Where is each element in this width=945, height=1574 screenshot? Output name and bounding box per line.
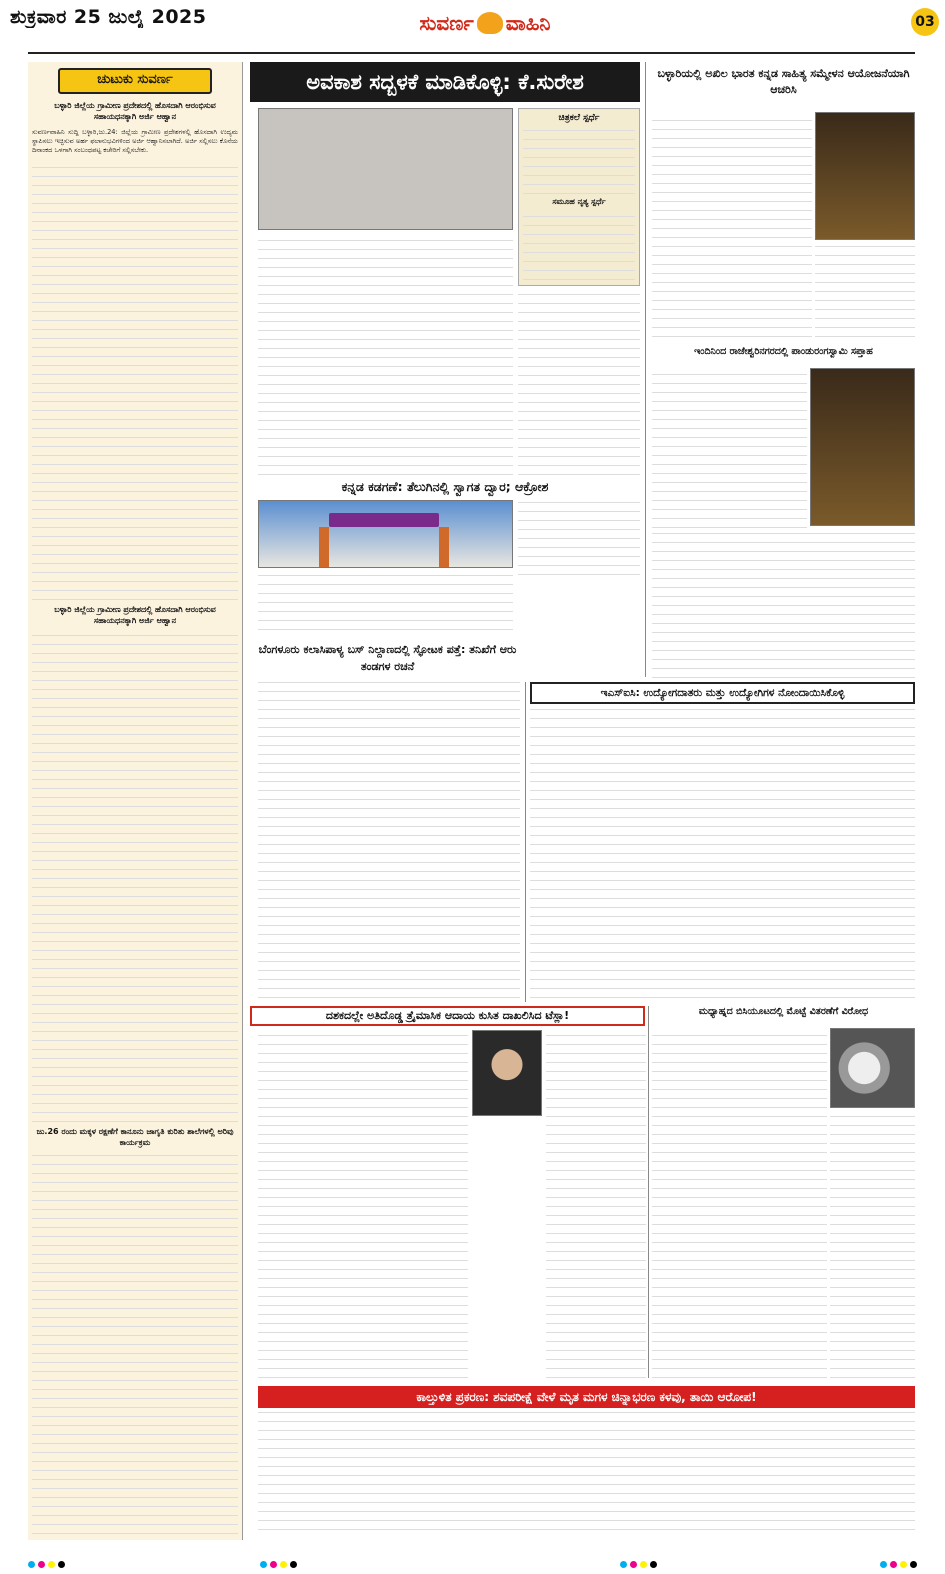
- masthead-logo-icon: [477, 12, 503, 34]
- dance-title: ಸಮೂಹ ನೃತ್ಯ ಸ್ಪರ್ಧೆ: [552, 197, 606, 206]
- explosive-body: [258, 680, 520, 998]
- contest-title: ಚಿತ್ರಕಲೆ ಸ್ಪರ್ಧೆ: [558, 113, 600, 123]
- tesla-headline: ದಶಕದಲ್ಲೇ ಅತಿದೊಡ್ಡ ತ್ರೈಮಾಸಿಕ ಆದಾಯ ಕುಸಿತ ದಾಖಲಿಸಿದ ಟೆಸ್ಲಾ!: [250, 1006, 645, 1026]
- stampede-headline: ಕಾಲ್ತುಳಿತ ಪ್ರಕರಣ: ಶವಪರೀಕ್ಷೆ ವೇಳೆ ಮೃತ ಮಗಳ ಚಿನ್ನಾಭರಣ ಕಳವು, ತಾಯಿ ಆರೋಪ!: [258, 1386, 915, 1408]
- lead-headline: ಅವಕಾಶ ಸದ್ಬಳಕೆ ಮಾಡಿಕೊಳ್ಳಿ: ಕೆ.ಸುರೇಶ: [250, 62, 640, 102]
- lead-body-cont: [518, 290, 640, 475]
- contest-results-box: [518, 108, 640, 286]
- arch-body: [258, 570, 513, 630]
- sahitya-headline: ಬಳ್ಳಾರಿಯಲ್ಲಿ ಅಖಿಲ ಭಾರತ ಕನ್ನಡ ಸಾಹಿತ್ಯ ಸಮ್ಮೇಳನ ಆಯೋಜನೆಯಾಗಿ ಆಚರಿಸಿ: [657, 67, 910, 96]
- midday-meal-photo: [830, 1028, 915, 1108]
- story1-text: ಸುವರ್ಣವಾಹಿನಿ ಸುದ್ದಿ ಬಳ್ಳಾರಿ,ಜು.24: ಜಿಲ್ಲೆಯ ಗ್ರಾಮೀಣ ಪ್ರದೇಶಗಳಲ್ಲಿ ಹೊಸದಾಗಿ ಉದ್ಯಮ ಸ್ಥಾಪಿಸಲು ಇಚ್ಛಿಸುವ ಅರ್ಹ ಫಲಾನುಭವಿಗಳಿಂದ ಅರ್ಜಿ ಆಹ್ವಾನಿಸಲಾಗಿದೆ. ಅರ್ಜಿ ಸಲ್ಲಿಸಲು ಕೊನೆಯ ದಿನಾಂಕದ ಒಳಗಾಗಿ ಸಂಬಂಧಪಟ್ಟ ಕಚೇರಿಗೆ ಸಲ್ಲಿಸಬೇಕು.: [32, 128, 238, 155]
- column-rule: [645, 62, 646, 677]
- masthead: [380, 0, 590, 46]
- deity-photo: [810, 368, 915, 526]
- story3-body: [32, 1154, 238, 1534]
- explosive-headline: ಬೆಂಗಳೂರು ಕಲಾಸಿಪಾಳ್ಯ ಬಸ್ ನಿಲ್ದಾಣದಲ್ಲಿ ಸ್ಫೋಟಕ ಪತ್ತೆ: ತನಿಖೆಗೆ ಆರು ತಂಡಗಳ ರಚನೆ: [258, 643, 517, 673]
- contest-list: [523, 126, 635, 194]
- column-badge: ಚುಟುಕು ಸುವರ್ಣ: [58, 68, 212, 94]
- egg-headline: ಮಧ್ಯಾಹ್ನದ ಬಿಸಿಯೂಟದಲ್ಲಿ ಮೊಟ್ಟೆ ವಿತರಣೆಗೆ ವಿರೋಧ: [698, 1006, 869, 1017]
- egg-body-cont: [830, 1112, 915, 1378]
- issue-date: ಶುಕ್ರವಾರ 25 ಜುಲೈ 2025: [10, 6, 207, 28]
- esic-body: [530, 708, 915, 998]
- arch-headline: ಕನ್ನಡ ಕಡಗಣೆ: ತೆಲುಗಿನಲ್ಲಿ ಸ್ವಾಗತ ದ್ವಾರ; ಆಕ್ರೋಶ: [341, 479, 549, 494]
- masthead-left: ಸುವರ್ಣ: [419, 11, 474, 35]
- column-rule: [525, 682, 526, 1002]
- lead-body: [258, 235, 513, 475]
- registration-marks: [28, 1561, 65, 1568]
- saptaha-body: [652, 368, 807, 528]
- registration-marks: [260, 1561, 297, 1568]
- tesla-body: [258, 1030, 468, 1378]
- story2-body: [32, 632, 238, 1122]
- stampede-body: [258, 1412, 915, 1530]
- story1-title: ಬಳ್ಳಾರಿ ಜಿಲ್ಲೆಯ ಗ್ರಾಮೀಣ ಪ್ರದೇಶದಲ್ಲಿ ಹೊಸದಾಗಿ ಆರಂಭಿಸುವ ಸಹಾಯಧನಕ್ಕಾಗಿ ಅರ್ಜಿ ಆಹ್ವಾನ: [54, 101, 216, 121]
- group-photo: [258, 108, 513, 230]
- egg-body: [652, 1028, 827, 1378]
- story3-title: ಜು.26 ರಂದು ಮಕ್ಕಳ ರಕ್ಷಣೆಗೆ ಕಾನೂನು ಜಾಗೃತಿ ಕುರಿತು ಶಾಲೆಗಳಲ್ಲಿ ಅರಿವು ಕಾರ್ಯಕ್ರಮ: [36, 1126, 234, 1147]
- story2-title: ಬಳ್ಳಾರಿ ಜಿಲ್ಲೆಯ ಗ್ರಾಮೀಣ ಪ್ರದೇಶದಲ್ಲಿ ಹೊಸದಾಗಿ ಆರಂಭಿಸುವ ಸಹಾಯಧನಕ್ಕಾಗಿ ಅರ್ಜಿ ಆಹ್ವಾನ: [54, 604, 216, 625]
- saptaha-headline: ಇಂದಿನಿಂದ ರಾಜೇಶ್ವರಿನಗರದಲ್ಲಿ ಪಾಂಡುರಂಗಸ್ವಾಮಿ ಸಪ್ತಾಹ: [694, 346, 873, 357]
- masthead-right: ವಾಹಿನಿ: [505, 11, 551, 35]
- tesla-body-cont: [546, 1030, 646, 1378]
- header-rule: [28, 52, 915, 54]
- sahitya-body: [652, 112, 812, 337]
- arch-side-text: [518, 500, 640, 575]
- saptaha-body-cont: [652, 530, 915, 678]
- sahitya-photo: [815, 112, 915, 240]
- registration-marks: [880, 1561, 917, 1568]
- left-column: [28, 62, 243, 1540]
- elon-musk-photo: [472, 1030, 542, 1116]
- dance-list: [523, 210, 635, 280]
- registration-marks: [620, 1561, 657, 1568]
- arch-photo: [258, 500, 513, 568]
- page-number: 03: [911, 8, 939, 36]
- sahitya-body-cont: [815, 244, 915, 337]
- esic-headline: ಇಎಸ್ಐಸಿ: ಉದ್ಯೋಗದಾತರು ಮತ್ತು ಉದ್ಯೋಗಿಗಳ ನೋಂದಾಯಿಸಿಕೊಳ್ಳಿ: [530, 682, 915, 704]
- story1-body: [32, 160, 238, 600]
- column-rule: [648, 1006, 649, 1378]
